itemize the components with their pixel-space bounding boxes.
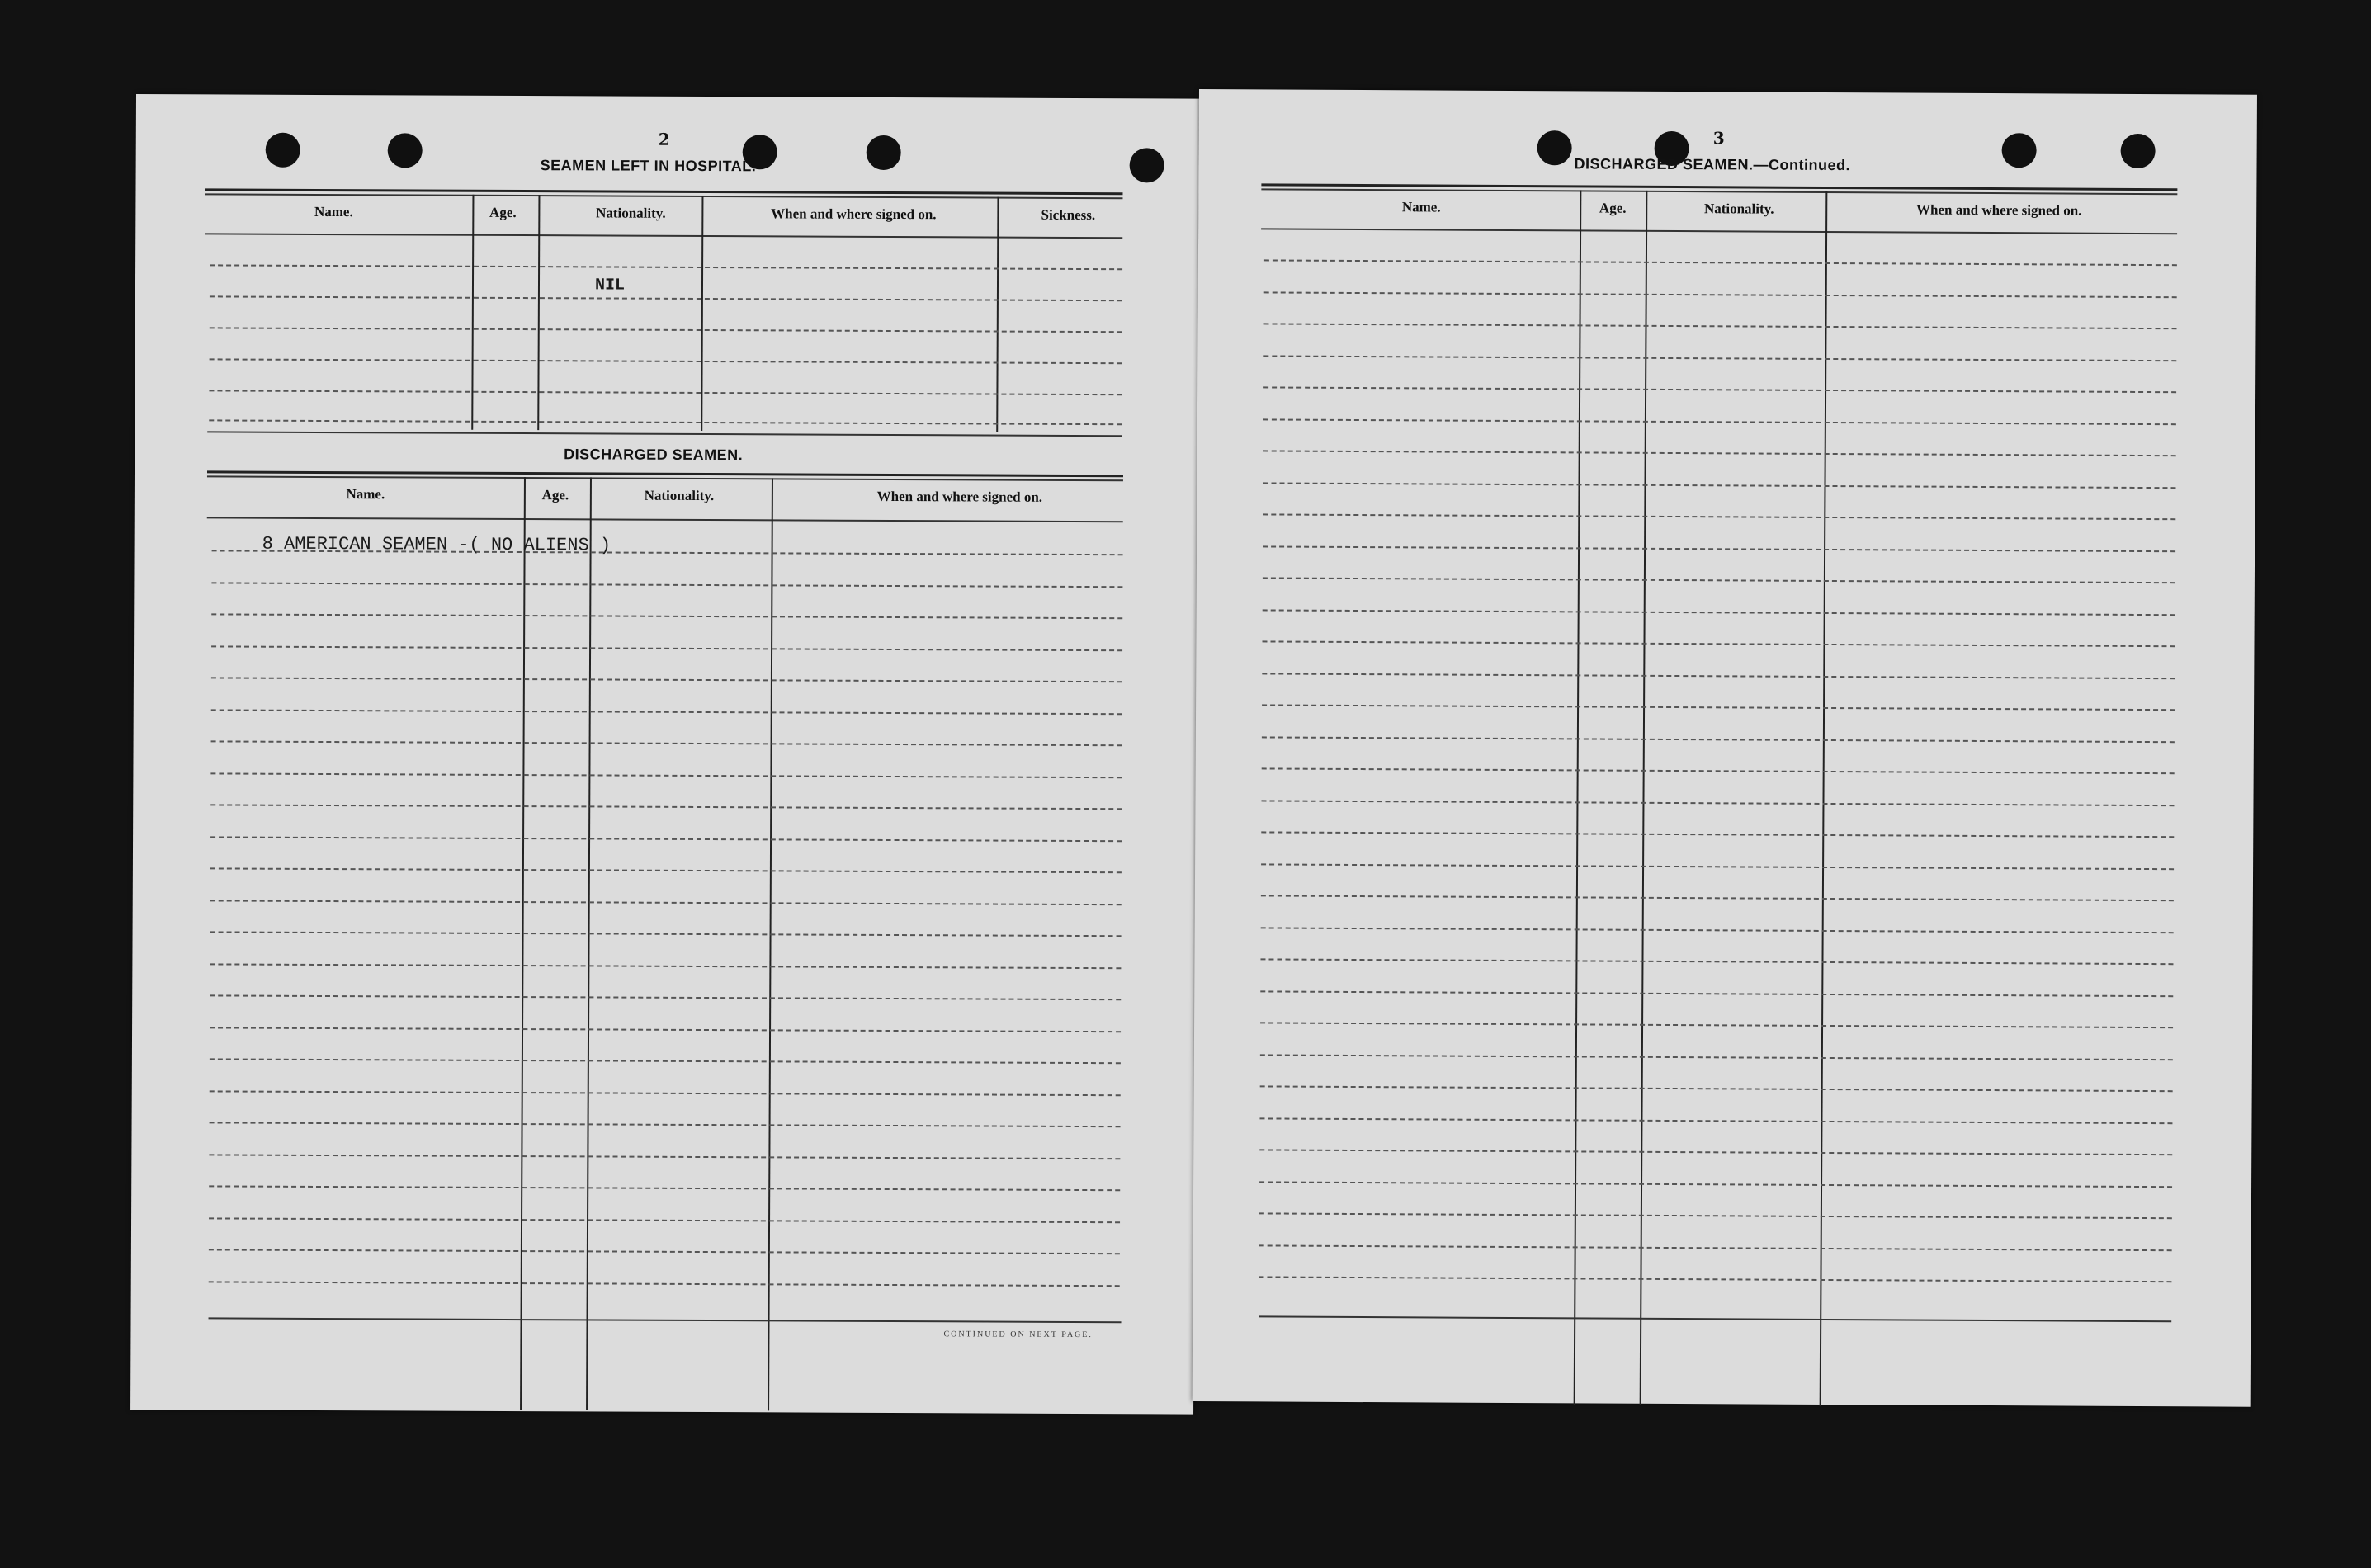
discharged-entry: 8 AMERICAN SEAMEN -( NO ALIENS ) bbox=[262, 533, 612, 556]
row-line bbox=[1259, 1181, 2172, 1188]
row-line bbox=[210, 994, 1121, 1000]
hospital-section-title: SEAMEN LEFT IN HOSPITAL. bbox=[540, 157, 757, 175]
discharged-header-rule bbox=[207, 517, 1123, 522]
discharged-col-nationality: Nationality. bbox=[644, 487, 715, 504]
row-line bbox=[211, 677, 1122, 682]
right-table-bottom-rule bbox=[1259, 1315, 2171, 1322]
row-line bbox=[1264, 323, 2177, 329]
row-line bbox=[1263, 545, 2175, 552]
right-divider bbox=[1574, 190, 1582, 1405]
row-line bbox=[1259, 1212, 2172, 1219]
row-line bbox=[209, 1249, 1120, 1254]
hospital-col-name: Name. bbox=[314, 203, 353, 220]
row-line bbox=[209, 1154, 1120, 1159]
row-line bbox=[211, 645, 1122, 651]
row-line bbox=[1262, 673, 2175, 679]
row-line bbox=[1260, 990, 2173, 997]
row-line bbox=[1260, 1085, 2173, 1092]
hospital-col-sickness: Sickness. bbox=[1041, 206, 1096, 224]
row-line bbox=[209, 1185, 1120, 1191]
right-header-rule bbox=[1261, 228, 2177, 234]
row-line bbox=[210, 867, 1122, 873]
row-line bbox=[211, 740, 1122, 746]
right-row-lines bbox=[1199, 89, 2257, 95]
page-number: 2 bbox=[658, 129, 670, 149]
hospital-row-line bbox=[210, 358, 1122, 364]
hospital-divider bbox=[471, 195, 474, 430]
row-line bbox=[1264, 259, 2177, 266]
row-line bbox=[210, 1122, 1121, 1127]
hospital-divider bbox=[701, 196, 703, 431]
row-line bbox=[1263, 482, 2175, 489]
right-col-signed-on: When and where signed on. bbox=[1915, 201, 2082, 219]
hospital-col-nationality: Nationality. bbox=[596, 205, 666, 221]
punch-hole bbox=[388, 133, 423, 168]
row-line bbox=[210, 1090, 1121, 1096]
punch-hole bbox=[1130, 148, 1164, 182]
row-line bbox=[210, 772, 1122, 778]
row-line bbox=[1263, 609, 2175, 616]
right-col-nationality: Nationality. bbox=[1703, 201, 1774, 217]
hospital-row-line bbox=[209, 390, 1122, 395]
row-line bbox=[211, 709, 1122, 715]
row-line bbox=[1262, 704, 2175, 711]
row-line bbox=[210, 931, 1122, 937]
row-line bbox=[1264, 291, 2177, 298]
row-line bbox=[1261, 800, 2174, 806]
row-line bbox=[210, 1027, 1121, 1032]
left-form-page bbox=[130, 94, 1199, 1415]
row-line bbox=[211, 582, 1122, 588]
hospital-divider bbox=[537, 195, 540, 430]
punch-hole bbox=[1537, 130, 1572, 165]
right-form-page bbox=[1193, 89, 2257, 1407]
punch-hole bbox=[867, 135, 901, 170]
discharged-row-lines bbox=[136, 94, 1199, 99]
row-line bbox=[1263, 418, 2176, 425]
row-line bbox=[1263, 513, 2175, 520]
hospital-table-bottom-rule bbox=[207, 431, 1122, 437]
hospital-col-age: Age. bbox=[489, 204, 517, 221]
hospital-entry: NIL bbox=[594, 276, 626, 295]
row-line bbox=[1259, 1244, 2172, 1251]
discharged-divider bbox=[520, 477, 526, 1410]
hospital-header-rule bbox=[205, 233, 1122, 239]
right-divider bbox=[1640, 191, 1648, 1405]
row-line bbox=[209, 1281, 1120, 1287]
hospital-col-signed-on: When and where signed on. bbox=[771, 205, 937, 223]
discharged-table-bottom-rule bbox=[209, 1317, 1122, 1323]
punch-hole bbox=[2121, 134, 2156, 168]
row-line bbox=[1261, 831, 2174, 838]
row-line bbox=[210, 1058, 1121, 1064]
hospital-row-line bbox=[210, 327, 1122, 333]
hospital-row-line bbox=[210, 264, 1122, 270]
right-col-name: Name. bbox=[1401, 199, 1441, 215]
row-line bbox=[1261, 927, 2174, 933]
page-number: 3 bbox=[1712, 128, 1725, 149]
row-line bbox=[210, 836, 1122, 842]
row-line bbox=[211, 613, 1122, 619]
right-col-age: Age. bbox=[1599, 200, 1627, 216]
row-line bbox=[1263, 355, 2176, 361]
continued-section-title: DISCHARGED SEAMEN.—Continued. bbox=[1574, 155, 1851, 174]
punch-hole bbox=[266, 133, 300, 168]
hospital-row-line bbox=[209, 419, 1122, 425]
footer-note: CONTINUED ON NEXT PAGE. bbox=[943, 1329, 1093, 1340]
row-line bbox=[1259, 1149, 2172, 1155]
row-line bbox=[1260, 1022, 2173, 1028]
row-line bbox=[1261, 895, 2174, 901]
row-line bbox=[1259, 1276, 2171, 1282]
row-line bbox=[1259, 1117, 2172, 1124]
discharged-section-title: DISCHARGED SEAMEN. bbox=[564, 446, 744, 464]
row-line bbox=[1260, 958, 2173, 965]
row-line bbox=[1263, 577, 2175, 583]
row-line bbox=[1262, 736, 2175, 743]
row-line bbox=[1261, 863, 2174, 870]
row-line bbox=[1260, 1054, 2173, 1060]
row-line bbox=[1262, 640, 2175, 647]
row-line bbox=[210, 900, 1122, 905]
hospital-divider bbox=[996, 197, 999, 432]
discharged-divider bbox=[586, 477, 592, 1410]
row-line bbox=[1262, 767, 2175, 774]
discharged-col-age: Age. bbox=[541, 487, 569, 503]
discharged-col-name: Name. bbox=[346, 486, 385, 503]
row-line bbox=[209, 1217, 1120, 1223]
discharged-divider bbox=[768, 478, 773, 1410]
discharged-col-signed-on: When and where signed on. bbox=[876, 488, 1043, 505]
row-line bbox=[1263, 386, 2176, 393]
row-line bbox=[210, 804, 1122, 810]
hospital-row-line bbox=[210, 295, 1122, 301]
row-line bbox=[210, 963, 1121, 969]
right-divider bbox=[1820, 191, 1828, 1406]
punch-hole bbox=[2002, 133, 2037, 168]
row-line bbox=[1263, 450, 2176, 456]
